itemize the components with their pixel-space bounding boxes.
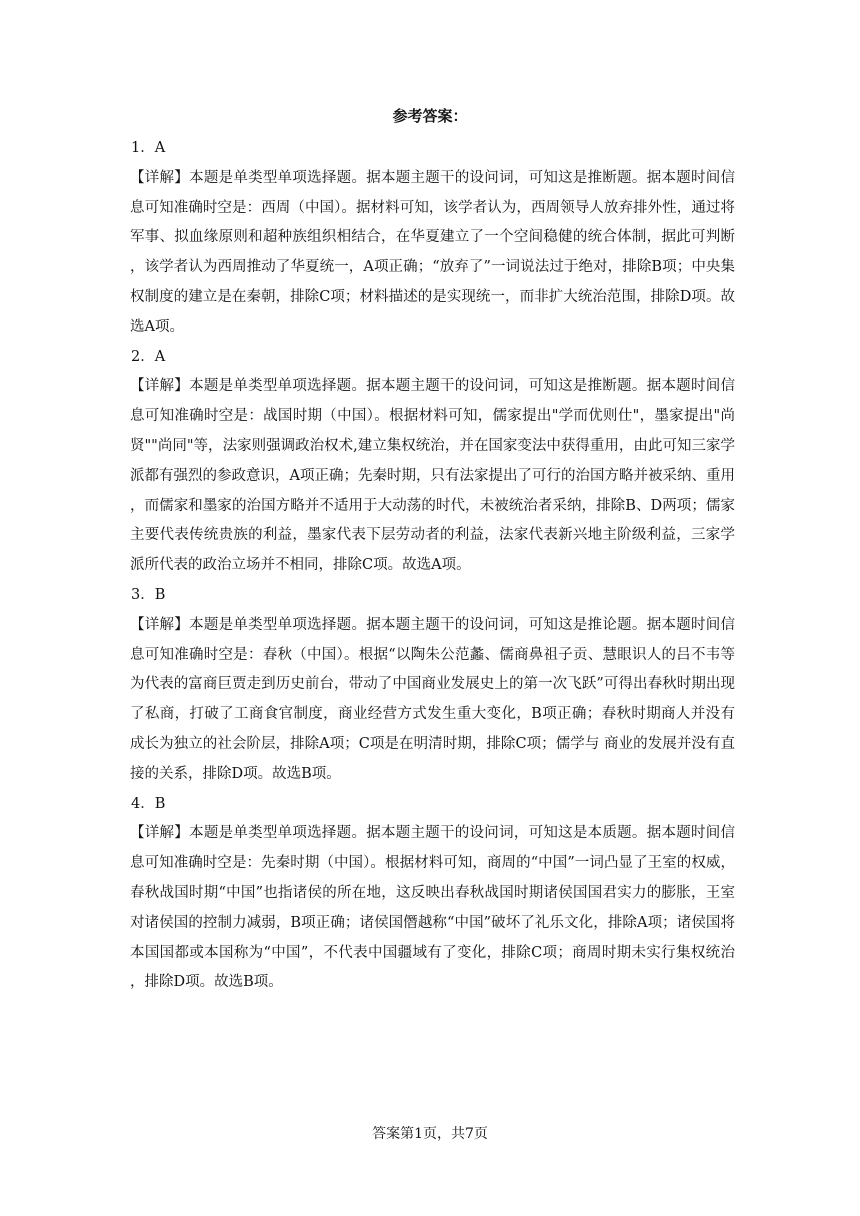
page-title: 参考答案： [392, 107, 468, 125]
answer-item [130, 790, 735, 999]
answer-number: 2．A [131, 348, 166, 365]
explanation-label: 【详解】 [130, 378, 190, 395]
explanation-label: 【详解】 [130, 169, 190, 186]
explanation-text: 本题是单类型单项选择题。据本题主题干的设问词，可知这是推断题。据本题时间信息可知准确时空是：战国时期（中国）。根据材料可知，儒家提出"学而优则仕"，墨家提出"尚贤""尚同"等，法家则强调政治权术,建立集权统治，并在国家变法中获得重用，由此可知三家学派都有强烈的参政意识，A项正确；先秦时期，只有法家提出了可行的治国方略并被采纳、重用，而儒家和墨家的治国方略并不适用于大动荡的时代，未被统治者采纳，排除B、D两项；儒家主要代表传统贵族的利益，墨家代表下层劳动者的利益，法家代表新兴地主阶级利益，三家学派所代表的政治立场并不相同，排除C项。故选A项。 [130, 378, 736, 574]
answer-explanation [130, 819, 735, 998]
explanation-label: 【详解】 [130, 616, 190, 633]
answer-explanation [130, 164, 735, 343]
answer-item [130, 343, 735, 581]
explanation-text: 本题是单类型单项选择题。据本题主题干的设问词，可知这是推论题。据本题时间信息可知准确时空是：春秋（中国）。根据“以陶朱公范蠡、儒商鼻祖子贡、慧眼识人的吕不韦等为代表的富商巨贾走到历史前台，带动了中国商业发展史上的第一次飞跃”可得出春秋时期出现了私商，打破了工商食官制度，商业经营方式发生重大变化，B项正确；春秋时期商人并没有成长为独立的社会阶层，排除A项；C项是在明清时期，排除C项；儒学与 商业的发展并没有直接的关系，排除D项。故选B项。 [130, 616, 736, 782]
explanation-text: 本题是单类型单项选择题。据本题主题干的设问词，可知这是推断题。据本题时间信息可知准确时空是：西周（中国）。据材料可知，该学者认为，西周领导人放弃排外性，通过将军事、拟血缘原则和超种族组织相结合，在华夏建立了一个空间稳健的统合体制，据此可判断，该学者认为西周推动了华夏统一，A项正确；“放弃了”一词说法过于绝对，排除B项；中央集权制度的建立是在秦朝，排除C项；材料描述的是实现统一，而非扩大统治范围，排除D项。故选A项。 [130, 169, 736, 335]
answer-item [130, 134, 735, 343]
answer-explanation [130, 372, 735, 581]
answer-explanation [130, 611, 735, 790]
explanation-text: 本题是单类型单项选择题。据本题主题干的设问词，可知这是本质题。据本题时间信息可知准确时空是：先秦时期（中国）。根据材料可知，商周的“中国”一词凸显了王室的权威，春秋战国时期“中国”也指诸侯的所在地，这反映出春秋战国时期诸侯国国君实力的膨胀，王室对诸侯国的控制力减弱，B项正确；诸侯国僭越称“中国”破坏了礼乐文化，排除A项；诸侯国将本国国都或本国称为“中国”，不代表中国疆域有了变化，排除C项；商周时期未实行集权统治，排除D项。故选B项。 [130, 825, 736, 991]
answer-list [130, 134, 735, 998]
answer-number: 1．A [131, 140, 166, 156]
answer-item [130, 581, 735, 790]
answer-number: 4．B [131, 795, 166, 812]
explanation-label: 【详解】 [130, 825, 190, 842]
answer-number: 3．B [131, 586, 166, 603]
page-footer: 答案第1页，共7页 [372, 1126, 488, 1142]
